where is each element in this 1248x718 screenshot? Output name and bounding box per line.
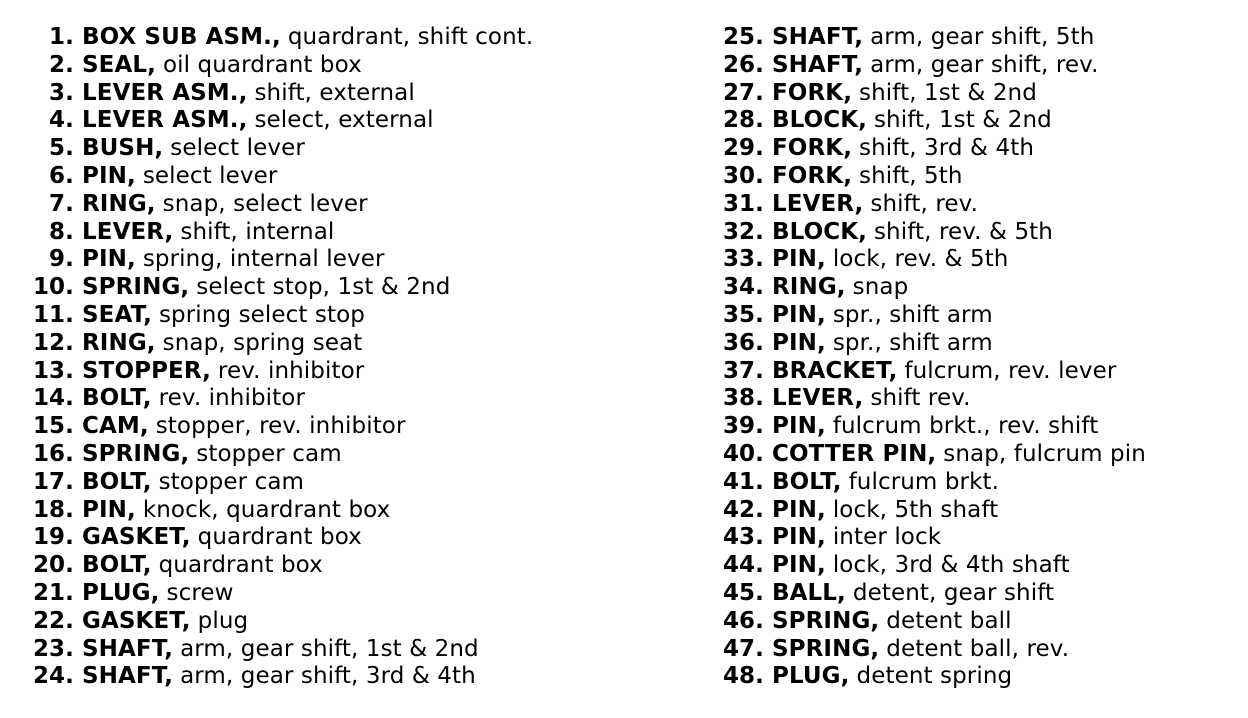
part-name: SEAL, <box>82 51 156 78</box>
part-number: 45. <box>722 579 764 606</box>
part-number: 10. <box>32 274 74 301</box>
part-name: BOX SUB ASM., <box>82 24 281 50</box>
part-number: 5. <box>49 135 74 162</box>
part-number: 20. <box>32 552 74 579</box>
part-number: 26. <box>722 51 764 78</box>
part-description: spr., shift arm <box>832 301 993 328</box>
part-number: 28. <box>722 107 764 134</box>
part-description: spring, internal lever <box>142 246 385 273</box>
part-number: 41. <box>722 468 764 495</box>
part-number: 47. <box>722 635 764 662</box>
part-description: lock, rev. & 5th <box>832 246 1009 273</box>
part-list-item <box>716 608 1146 636</box>
part-description: screw <box>166 579 234 606</box>
part-list-item <box>26 413 533 441</box>
part-number: 14. <box>32 385 74 412</box>
part-description: arm, gear shift, 5th <box>870 24 1095 50</box>
part-name: FORK, <box>772 135 853 162</box>
part-description: select lever <box>170 135 305 162</box>
part-name: PIN, <box>82 162 136 189</box>
part-number: 44. <box>722 552 764 579</box>
part-name: FORK, <box>772 79 853 106</box>
part-name: LEVER ASM., <box>82 79 248 106</box>
part-number: 48. <box>722 663 764 690</box>
part-number: 40. <box>722 440 764 467</box>
part-description: shift rev. <box>870 385 971 412</box>
part-number: 7. <box>49 190 74 217</box>
part-list-item <box>26 636 533 664</box>
part-number: 6. <box>49 162 74 189</box>
part-number: 24. <box>32 663 74 690</box>
part-number: 15. <box>32 413 74 440</box>
part-description: oil quardrant box <box>162 51 362 78</box>
part-list-item <box>716 219 1146 247</box>
part-description: quardrant, shift cont. <box>287 24 534 50</box>
part-description: quardrant box <box>197 524 362 551</box>
part-number: 12. <box>32 329 74 356</box>
part-description: inter lock <box>832 524 942 551</box>
part-description: fulcrum brkt. <box>848 468 1000 495</box>
part-number: 39. <box>722 413 764 440</box>
part-description: rev. inhibitor <box>158 385 306 412</box>
part-description: arm, gear shift, rev. <box>870 51 1099 78</box>
part-name: BOLT, <box>772 468 842 495</box>
part-list-item <box>26 330 533 358</box>
part-description: knock, quardrant box <box>142 496 391 523</box>
part-description: detent, gear shift <box>852 579 1055 606</box>
part-description: shift, 3rd & 4th <box>859 135 1035 162</box>
part-name: BOLT, <box>82 385 152 412</box>
part-description: select, external <box>254 107 434 134</box>
part-number: 22. <box>32 607 74 634</box>
part-name: PIN, <box>82 246 136 273</box>
part-number: 46. <box>722 607 764 634</box>
part-description: fulcrum, rev. lever <box>904 357 1117 384</box>
part-number: 35. <box>722 301 764 328</box>
part-list-item <box>716 274 1146 302</box>
part-list-item <box>716 663 1146 691</box>
part-name: RING, <box>82 329 156 356</box>
part-name: PIN, <box>772 301 826 328</box>
part-name: PIN, <box>772 246 826 273</box>
part-list-item <box>716 246 1146 274</box>
part-list-item <box>716 191 1146 219</box>
part-name: LEVER, <box>82 218 174 245</box>
part-number: 17. <box>32 468 74 495</box>
part-name: BUSH, <box>82 135 164 162</box>
part-description: stopper cam <box>196 440 342 467</box>
part-list-item <box>26 80 533 108</box>
part-number: 33. <box>722 246 764 273</box>
part-number: 19. <box>32 524 74 551</box>
part-list-item <box>26 107 533 135</box>
part-name: CAM, <box>82 413 149 440</box>
part-number: 21. <box>32 579 74 606</box>
part-name: LEVER, <box>772 385 864 412</box>
part-name: PIN, <box>772 329 826 356</box>
part-list-item <box>26 358 533 386</box>
part-list-item <box>26 663 533 691</box>
part-number: 4. <box>49 107 74 134</box>
part-description: rev. inhibitor <box>217 357 365 384</box>
part-name: PIN, <box>772 524 826 551</box>
part-list-item <box>716 469 1146 497</box>
part-description: plug <box>197 607 249 634</box>
part-list-item <box>26 191 533 219</box>
part-name: SPRING, <box>82 274 190 301</box>
part-list-item <box>716 358 1146 386</box>
part-number: 11. <box>32 301 74 328</box>
part-list-item <box>716 135 1146 163</box>
part-list-item <box>716 385 1146 413</box>
part-number: 34. <box>722 274 764 301</box>
part-name: SHAFT, <box>772 24 864 50</box>
part-description: spring select stop <box>158 301 365 328</box>
part-number: 30. <box>722 162 764 189</box>
part-number: 27. <box>722 79 764 106</box>
part-number: 29. <box>722 135 764 162</box>
part-number: 3. <box>49 79 74 106</box>
part-number: 9. <box>49 246 74 273</box>
part-description: detent ball <box>886 607 1012 634</box>
part-description: shift, rev. & 5th <box>873 218 1053 245</box>
part-description: shift, internal <box>180 218 335 245</box>
part-name: PIN, <box>772 413 826 440</box>
part-name: SHAFT, <box>82 663 174 690</box>
part-name: SPRING, <box>772 635 880 662</box>
part-name: BALL, <box>772 579 846 606</box>
part-list-item <box>26 469 533 497</box>
part-list-item <box>716 107 1146 135</box>
part-list-item <box>716 636 1146 664</box>
part-description: select stop, 1st & 2nd <box>196 274 451 301</box>
part-number: 32. <box>722 218 764 245</box>
part-name: COTTER PIN, <box>772 440 937 467</box>
part-list-item <box>716 163 1146 191</box>
part-number: 18. <box>32 496 74 523</box>
part-number: 38. <box>722 385 764 412</box>
part-description: snap <box>852 274 909 301</box>
part-list-item <box>26 552 533 580</box>
part-description: detent ball, rev. <box>886 635 1070 662</box>
part-description: quardrant box <box>158 552 323 579</box>
part-list-item <box>26 52 533 80</box>
part-description: fulcrum brkt., rev. shift <box>832 413 1099 440</box>
part-name: GASKET, <box>82 524 191 551</box>
part-list-item <box>716 552 1146 580</box>
part-description: arm, gear shift, 1st & 2nd <box>180 635 479 662</box>
part-list-item <box>716 413 1146 441</box>
part-name: SPRING, <box>772 607 880 634</box>
part-number: 37. <box>722 357 764 384</box>
part-list-item <box>26 24 533 52</box>
part-name: SPRING, <box>82 440 190 467</box>
part-list-item <box>26 163 533 191</box>
part-description: lock, 5th shaft <box>832 496 999 523</box>
part-number: 25. <box>722 24 764 50</box>
part-name: LEVER, <box>772 190 864 217</box>
part-number: 36. <box>722 329 764 356</box>
part-number: 42. <box>722 496 764 523</box>
part-name: RING, <box>82 190 156 217</box>
part-list-item <box>716 80 1146 108</box>
part-list-item <box>716 302 1146 330</box>
part-list-item <box>26 441 533 469</box>
part-description: shift, external <box>254 79 415 106</box>
part-name: PLUG, <box>82 579 160 606</box>
part-list-item <box>716 52 1146 80</box>
part-list-item <box>716 524 1146 552</box>
part-description: arm, gear shift, 3rd & 4th <box>180 663 476 690</box>
part-number: 13. <box>32 357 74 384</box>
part-number: 2. <box>49 51 74 78</box>
part-number: 43. <box>722 524 764 551</box>
part-name: BLOCK, <box>772 218 867 245</box>
part-list-item <box>26 580 533 608</box>
part-list-item <box>716 24 1146 52</box>
part-number: 23. <box>32 635 74 662</box>
part-list-item <box>26 274 533 302</box>
part-name: PIN, <box>82 496 136 523</box>
part-list-item <box>26 246 533 274</box>
part-name: GASKET, <box>82 607 191 634</box>
part-list-item <box>26 302 533 330</box>
part-name: SHAFT, <box>772 51 864 78</box>
part-number: 1. <box>49 24 74 50</box>
part-description: snap, fulcrum pin <box>943 440 1146 467</box>
part-name: STOPPER, <box>82 357 211 384</box>
part-list-item <box>26 219 533 247</box>
part-name: RING, <box>772 274 846 301</box>
part-list-item <box>716 330 1146 358</box>
part-list-item <box>26 497 533 525</box>
part-list-item <box>716 441 1146 469</box>
part-description: stopper cam <box>158 468 305 495</box>
part-list-item <box>26 385 533 413</box>
part-list-item <box>716 580 1146 608</box>
part-name: PLUG, <box>772 663 850 690</box>
part-name: BLOCK, <box>772 107 867 134</box>
part-number: 8. <box>49 218 74 245</box>
part-description: spr., shift arm <box>832 329 993 356</box>
part-description: shift, 1st & 2nd <box>873 107 1052 134</box>
part-name: SHAFT, <box>82 635 174 662</box>
parts-list-right-column <box>716 24 1146 691</box>
part-description: snap, spring seat <box>162 329 363 356</box>
part-description: snap, select lever <box>162 190 368 217</box>
part-description: lock, 3rd & 4th shaft <box>832 552 1070 579</box>
part-name: BOLT, <box>82 468 152 495</box>
part-list-item <box>26 608 533 636</box>
part-list-item <box>26 135 533 163</box>
parts-list-left-column <box>26 24 533 691</box>
part-list-item <box>716 497 1146 525</box>
part-description: select lever <box>142 162 278 189</box>
part-number: 31. <box>722 190 764 217</box>
part-description: shift, 5th <box>859 162 963 189</box>
part-description: detent spring <box>856 663 1013 690</box>
part-name: LEVER ASM., <box>82 107 248 134</box>
part-description: stopper, rev. inhibitor <box>155 413 406 440</box>
part-name: FORK, <box>772 162 853 189</box>
part-name: SEAT, <box>82 301 152 328</box>
part-list-item <box>26 524 533 552</box>
part-name: PIN, <box>772 496 826 523</box>
part-description: shift, 1st & 2nd <box>859 79 1037 106</box>
part-name: BOLT, <box>82 552 152 579</box>
part-name: BRACKET, <box>772 357 898 384</box>
part-name: PIN, <box>772 552 826 579</box>
part-number: 16. <box>32 440 74 467</box>
part-description: shift, rev. <box>870 190 978 217</box>
